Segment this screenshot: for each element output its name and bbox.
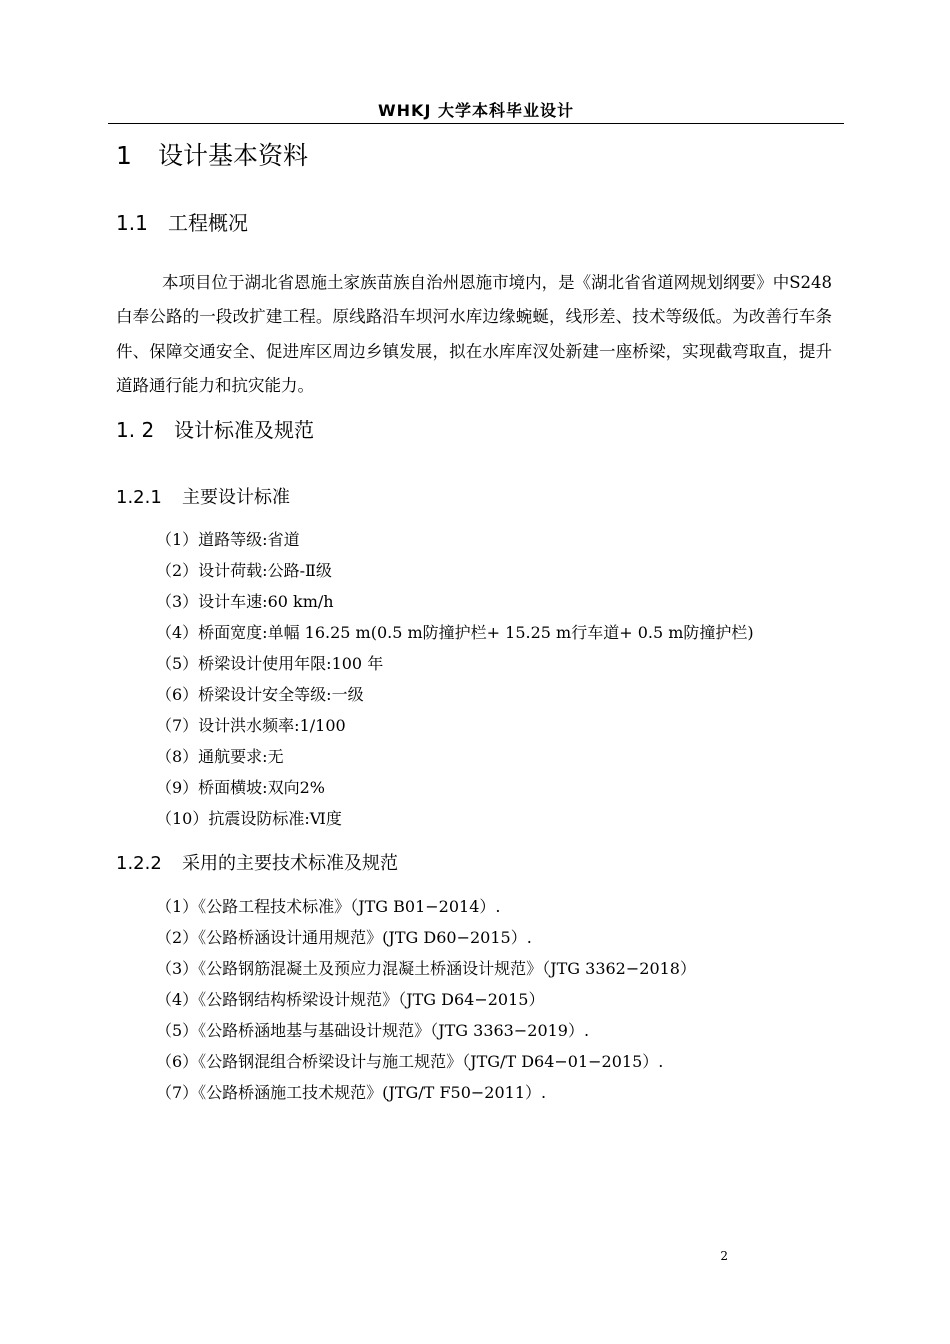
section-1-2-1-number: 1.2.1 — [116, 487, 162, 508]
list-item: （7）《公路桥涵施工技术规范》(JTG/T F50−2011）. — [156, 1083, 547, 1102]
list-item: （9）桥面横坡:双向2% — [156, 778, 325, 797]
list-item: （1）道路等级:省道 — [156, 530, 300, 549]
section-1-2-2-number: 1.2.2 — [116, 853, 162, 874]
header-divider — [108, 123, 844, 124]
list-item: （10）抗震设防标准:Ⅵ度 — [156, 809, 342, 828]
section-1-1-number: 1.1 — [116, 211, 148, 235]
section-1-2-2-title: 采用的主要技术标准及规范 — [182, 853, 398, 874]
page-header: WHKJ 大学本科毕业设计 — [378, 101, 574, 120]
list-item: （4）桥面宽度:单幅 16.25 m(0.5 m防撞护栏+ 15.25 m行车道+ 0.5 m防撞护栏) — [156, 623, 754, 642]
list-item: （2）《公路桥涵设计通用规范》(JTG D60−2015）. — [156, 928, 532, 947]
chapter-heading — [116, 136, 308, 172]
section-1-2-number: 1. 2 — [116, 418, 155, 442]
list-item: （6）《公路钢混组合桥梁设计与施工规范》（JTG/T D64−01−2015）. — [156, 1052, 664, 1071]
section-1-2-1-title: 主要设计标准 — [182, 487, 290, 508]
list-item: （5）《公路桥涵地基与基础设计规范》（JTG 3363−2019）. — [156, 1021, 590, 1040]
section-1-2-title: 设计标准及规范 — [174, 418, 314, 442]
list-item: （3）设计车速:60 km/h — [156, 592, 334, 611]
list-item: （3）《公路钢筋混凝土及预应力混凝土桥涵设计规范》（JTG 3362−2018） — [156, 959, 696, 978]
list-item: （4）《公路钢结构桥梁设计规范》（JTG D64−2015） — [156, 990, 545, 1009]
chapter-number: 1 — [116, 141, 132, 170]
list-item: （1）《公路工程技术标准》（JTG B01−2014）. — [156, 897, 501, 916]
technical-codes-list — [156, 891, 696, 1108]
design-standards-list — [156, 524, 754, 834]
section-1-1-title: 工程概况 — [168, 211, 248, 235]
section-1-2-2-heading — [116, 849, 398, 875]
chapter-title: 设计基本资料 — [158, 141, 309, 170]
list-item: （2）设计荷载:公路-Ⅱ级 — [156, 561, 332, 580]
list-item: （7）设计洪水频率:1/100 — [156, 716, 346, 735]
section-1-2-heading — [116, 414, 314, 443]
section-1-2-1-heading — [116, 483, 290, 509]
list-item: （5）桥梁设计使用年限:100 年 — [156, 654, 384, 673]
project-overview-paragraph: 本项目位于湖北省恩施土家族苗族自治州恩施市境内，是《湖北省省道网规划纲要》中S248白奉公路的一段改扩建工程。原线路沿车坝河水库边缘蜿蜒，线形差、技术等级低。为改善行车条件、保障交通安全、促进库区周边乡镇发展，拟在水库库汊处新建一座桥梁，实现截弯取直，提升道路通行能力和抗灾能力。 — [116, 273, 832, 395]
page-number: 2 — [720, 1249, 728, 1263]
section-1-1-heading — [116, 207, 248, 236]
list-item: （8）通航要求:无 — [156, 747, 284, 766]
list-item: （6）桥梁设计安全等级:一级 — [156, 685, 364, 704]
